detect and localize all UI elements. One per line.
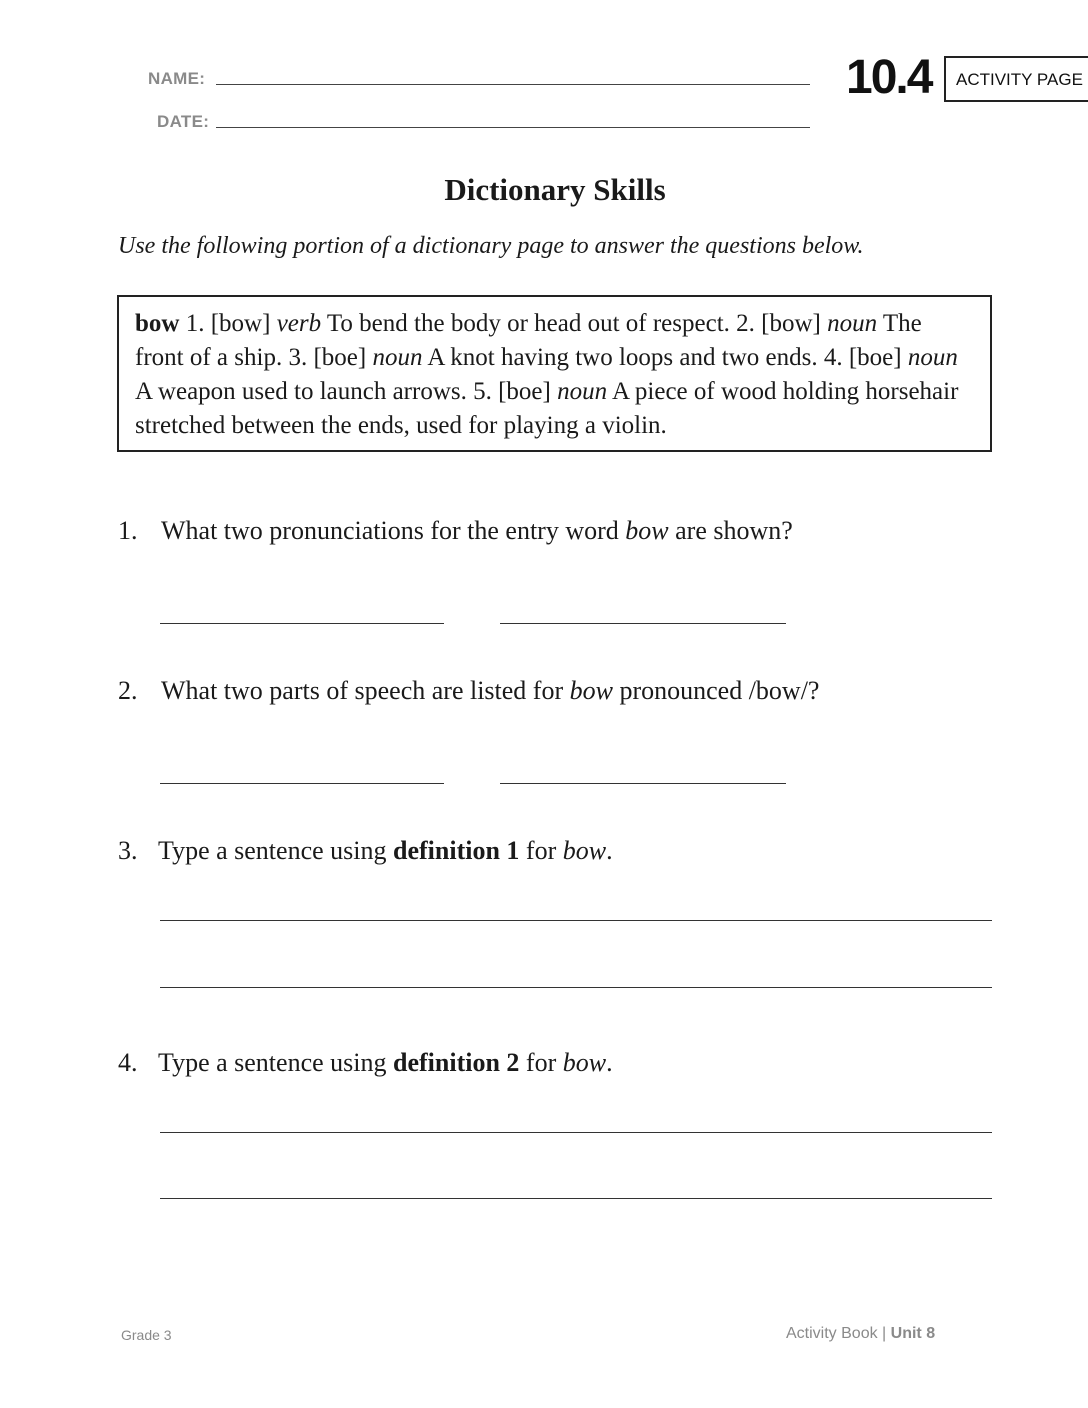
- answer-3-line-1[interactable]: [160, 920, 992, 921]
- entry-part-of-speech: noun: [827, 310, 878, 337]
- date-label: DATE:: [157, 112, 210, 131]
- question-number: 2.: [118, 676, 138, 705]
- entry-segment: A knot having two loops and two ends. 4. [boe]: [422, 344, 908, 371]
- answer-4-line-1[interactable]: [160, 1132, 992, 1133]
- question-3-text: Type a sentence using definition 1 for bow.: [158, 836, 613, 865]
- date-field[interactable]: [216, 127, 810, 128]
- entry-segment: 1. [bow]: [179, 310, 277, 337]
- question-number: 3.: [118, 836, 138, 865]
- entry-part-of-speech: verb: [276, 310, 322, 337]
- answer-3-line-2[interactable]: [160, 987, 992, 988]
- answer-1b-line[interactable]: [500, 623, 786, 624]
- answer-4-line-2[interactable]: [160, 1198, 992, 1199]
- question-number: 4.: [118, 1048, 138, 1077]
- question-1-text: What two pronunciations for the entry word bow are shown?: [161, 516, 793, 545]
- entry-part-of-speech: noun: [372, 344, 423, 371]
- entry-part-of-speech: noun: [907, 344, 958, 371]
- entry-headword: bow: [135, 310, 180, 337]
- question-2-text: What two parts of speech are listed for bow pronounced /bow/?: [161, 676, 820, 705]
- activity-number: 10.4: [846, 51, 932, 104]
- instructions: Use the following portion of a dictionary page to answer the questions below.: [118, 233, 864, 259]
- entry-segment: To bend the body or head out of respect. 2. [bow]: [321, 310, 828, 337]
- activity-page-badge: ACTIVITY PAGE: [944, 56, 1088, 102]
- page-title: Dictionary Skills: [444, 172, 666, 207]
- answer-2a-line[interactable]: [160, 783, 444, 784]
- footer-book: Activity Book | Unit 8: [786, 1325, 936, 1342]
- question-4: [118, 1048, 138, 1078]
- entry-segment: A piece of wood holding horsehair stretched between the ends, used for playing a violin.: [135, 378, 959, 439]
- name-label: NAME:: [148, 69, 206, 88]
- dictionary-entry-box: [117, 295, 992, 452]
- question-4-text: Type a sentence using definition 2 for bow.: [158, 1048, 613, 1077]
- question-1: [118, 516, 138, 546]
- question-number: 1.: [118, 516, 138, 545]
- entry-part-of-speech: noun: [557, 378, 608, 405]
- name-field[interactable]: [216, 84, 810, 85]
- answer-2b-line[interactable]: [500, 783, 786, 784]
- question-3: [118, 836, 138, 866]
- footer-grade: Grade 3: [121, 1327, 172, 1343]
- entry-segment: A weapon used to launch arrows. 5. [boe]: [135, 378, 558, 405]
- answer-1a-line[interactable]: [160, 623, 444, 624]
- question-2: [118, 676, 138, 706]
- entry-text: [135, 310, 958, 439]
- entry-segment: The front of a ship. 3. [boe]: [135, 310, 922, 371]
